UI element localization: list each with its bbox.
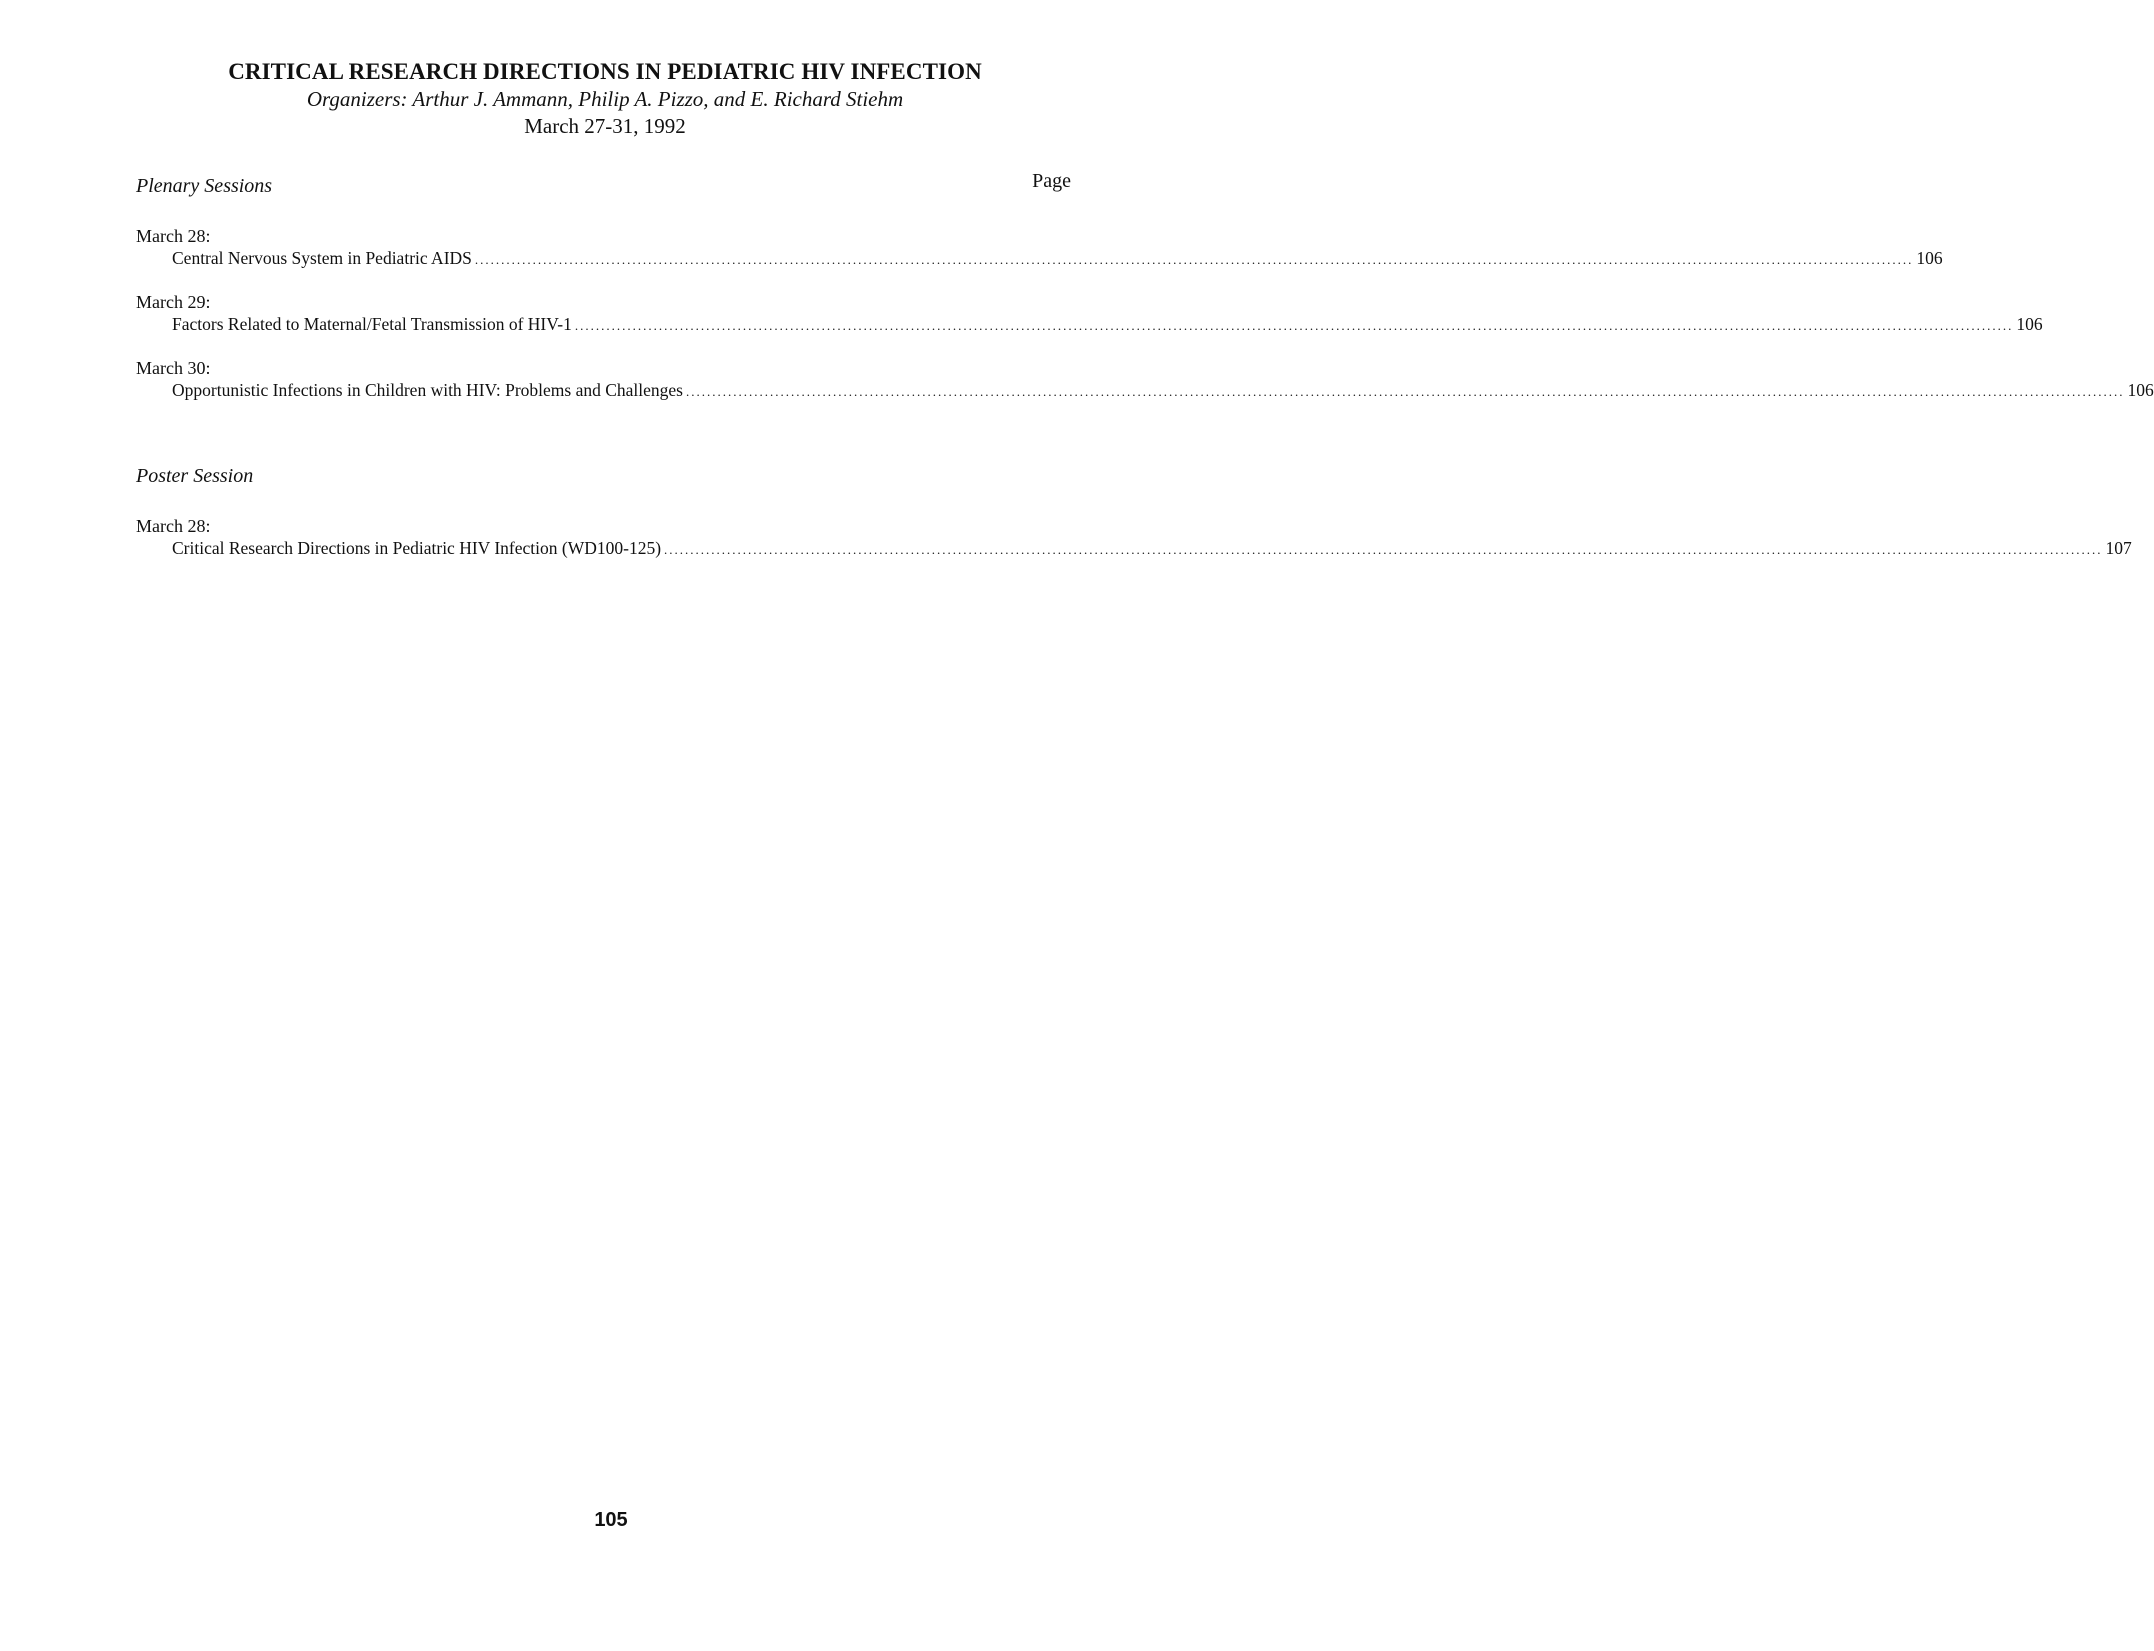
dot-leader: .................................................................................................................................................................................................................................................................................. [664, 542, 2103, 557]
entry-date: March 29: [136, 292, 211, 312]
section-header [136, 465, 1071, 495]
entry-line [136, 537, 2132, 561]
toc-entry [136, 515, 2132, 561]
entry-page: 106 [2016, 314, 2043, 334]
entry-date: March 28: [136, 516, 211, 536]
section-header [136, 170, 1071, 205]
organizers-line: Organizers: Arthur J. Ammann, Philip A. Pizzo, and E. Richard Stiehm [306, 87, 904, 111]
dot-leader: .................................................................................................................................................................................................................................................................................. [686, 384, 2125, 399]
toc-entry [136, 291, 2043, 337]
entry-date: March 30: [136, 358, 211, 378]
entry-line [136, 247, 1943, 271]
section-poster [136, 465, 2132, 561]
document-title: CRITICAL RESEARCH DIRECTIONS IN PEDIATRIC HIV INFECTION [228, 59, 982, 84]
section-plenary [136, 170, 2154, 403]
document-header [0, 58, 1210, 140]
section-spacer [136, 403, 1071, 465]
section-label: Poster Session [136, 465, 254, 487]
toc-entry [136, 225, 1943, 271]
entry-title: Critical Research Directions in Pediatric HIV Infection (WD100-125) [172, 538, 662, 558]
page-column-label: Page [1032, 170, 1071, 192]
entry-page: 107 [2105, 538, 2132, 558]
entry-title: Factors Related to Maternal/Fetal Transmission of HIV-1 [172, 314, 572, 334]
table-of-contents [136, 170, 2154, 561]
toc-entry [136, 357, 2154, 403]
entry-page: 106 [1916, 248, 1943, 268]
entry-title: Central Nervous System in Pediatric AIDS [172, 248, 472, 268]
page-number: 105 [594, 1509, 628, 1531]
entry-line [136, 313, 2043, 337]
dot-leader: .................................................................................................................................................................................................................................................................................. [474, 252, 1914, 267]
dot-leader: .................................................................................................................................................................................................................................................................................. [574, 318, 2014, 333]
entry-date: March 28: [136, 226, 211, 246]
section-label: Plenary Sessions [136, 175, 273, 197]
entry-line [136, 379, 2154, 403]
entry-page: 106 [2127, 380, 2154, 400]
meeting-dates: March 27-31, 1992 [524, 114, 686, 138]
entry-title: Opportunistic Infections in Children with HIV: Problems and Challenges [172, 380, 683, 400]
